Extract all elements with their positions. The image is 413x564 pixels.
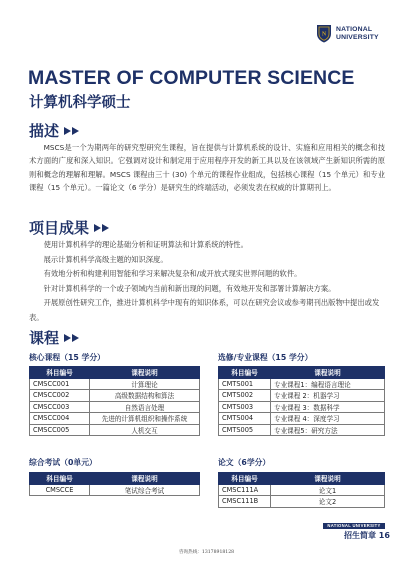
description-heading (29, 120, 81, 141)
table-row (219, 413, 385, 425)
outcome-item: 开展原创性研究工作，推进计算机科学中现有的知识体系，可以在研究会议或参考期刊出版物中提出或发表。 (29, 298, 380, 322)
table-row (219, 496, 385, 508)
elective-courses-table (218, 366, 385, 436)
column-header-code: 科目编号 (219, 367, 271, 379)
table-row (219, 378, 385, 390)
course-name: 先进的计算机组织和操作系统 (90, 413, 200, 425)
course-name: 专业课程 4：深度学习 (271, 413, 385, 425)
table-row (219, 401, 385, 413)
table-row (30, 413, 200, 425)
course-name: 专业课程 2：机器学习 (271, 390, 385, 402)
page-title-chinese: 计算机科学硕士 (29, 95, 131, 111)
thesis-table (218, 472, 385, 508)
course-code: CMSC111A (219, 484, 271, 496)
course-code: CMSCC005 (30, 424, 90, 436)
column-header-name: 课程说明 (90, 367, 200, 379)
course-code: CMSCC001 (30, 378, 90, 390)
course-code: CMSCC004 (30, 413, 90, 425)
core-courses-title: 核心课程（15 学分） (29, 353, 105, 362)
outcomes-heading (29, 217, 111, 238)
double-arrow-icon (63, 333, 81, 343)
table-header-row (30, 473, 200, 485)
double-arrow-icon (93, 223, 111, 233)
outcomes-heading-text: 项目成果 (29, 219, 90, 237)
outcome-item: 使用计算机科学的理论基础分析和证明算法和计算系统的特性。 (43, 240, 248, 249)
column-header-name: 课程说明 (271, 473, 385, 485)
course-code: CMSC111B (219, 496, 271, 508)
course-code: CMTS003 (219, 401, 271, 413)
table-row (30, 401, 200, 413)
course-code: CMSCCE (30, 484, 90, 496)
course-code: CMTS002 (219, 390, 271, 402)
course-name: 自然语言处理 (90, 401, 200, 413)
column-header-name: 课程说明 (90, 473, 200, 485)
column-header-code: 科目编号 (219, 473, 271, 485)
table-row (219, 390, 385, 402)
course-name: 论文2 (271, 496, 385, 508)
table-row (30, 424, 200, 436)
page-number: 招生简章 16 (344, 531, 390, 540)
course-code: CMTS005 (219, 424, 271, 436)
course-name: 专业课程 3：数据科学 (271, 401, 385, 413)
description-paragraph: MSCS是一个为期两年的研究型研究生课程，旨在提供与计算机系统的设计、实施和应用相关的概念和技术方面的广度和深入知识。它强调对设计和制定用于应用程序开发的新工具以及在该领域产生新知识所需的原则和概念的理解和理解。MSCS 课程由三十 (30) 个单元的课程作业组成，包括核心课程（15 个单元）和专业课程（15 个单元）。一篇论文（6 学分）是研究生的终端活动，必须发表在权威的计算期刊上。 (29, 143, 385, 193)
outcome-item: 有效地分析和构建利用智能和学习来解决复杂和/或开放式现实世界问题的软件。 (43, 269, 302, 279)
column-header-code: 科目编号 (30, 473, 90, 485)
core-courses-table (29, 366, 200, 436)
description-heading-text: 描述 (29, 122, 60, 140)
university-logo (316, 24, 379, 43)
column-header-code: 科目编号 (30, 367, 90, 379)
courses-heading-text: 课程 (29, 329, 60, 347)
logo-line-2: UNIVERSITY (336, 33, 379, 41)
course-code: CMSCC003 (30, 401, 90, 413)
page-title-english: MASTER OF COMPUTER SCIENCE (28, 67, 355, 89)
course-name: 论文1 (271, 484, 385, 496)
exam-title: 综合考试（0单元） (29, 458, 97, 467)
logo-line-1: NATIONAL (336, 25, 373, 33)
table-row (30, 390, 200, 402)
outcome-item: 展示计算机科学高级主题的知识深度。 (43, 254, 168, 264)
outcomes-list (29, 238, 385, 326)
table-row (219, 424, 385, 436)
outcome-item: 针对计算机科学的一个或子领域内当前和新出现的问题，有效地开发和部署计算解决方案。 (43, 283, 336, 293)
course-name: 高级数据结构和算法 (90, 390, 200, 402)
table-row (30, 484, 200, 496)
table-header-row (30, 367, 200, 379)
shield-icon (316, 24, 332, 43)
exam-table (29, 472, 200, 496)
table-row (219, 484, 385, 496)
thesis-title: 论文（6学分） (218, 458, 271, 467)
description-body (29, 141, 385, 195)
course-name: 专业课程5：研究方法 (271, 424, 385, 436)
course-name: 专业课程1：编程语言理论 (271, 378, 385, 390)
elective-courses-title: 选修/专业课程（15 学分） (218, 353, 313, 362)
column-header-name: 课程说明 (271, 367, 385, 379)
course-name: 人机交互 (90, 424, 200, 436)
course-code: CMTS001 (219, 378, 271, 390)
double-arrow-icon (63, 126, 81, 136)
course-code: CMTS004 (219, 413, 271, 425)
course-name: 计算理论 (90, 378, 200, 390)
table-row (30, 378, 200, 390)
table-header-row (219, 473, 385, 485)
contact-hotline: 咨询热线：13178918128 (178, 550, 235, 555)
svg-text:N: N (321, 31, 327, 38)
course-name: 笔试综合考试 (90, 484, 200, 496)
courses-heading (29, 327, 81, 348)
table-header-row (219, 367, 385, 379)
footer-badge: NATIONAL UNIVERSITY (323, 523, 385, 529)
course-code: CMSCC002 (30, 390, 90, 402)
